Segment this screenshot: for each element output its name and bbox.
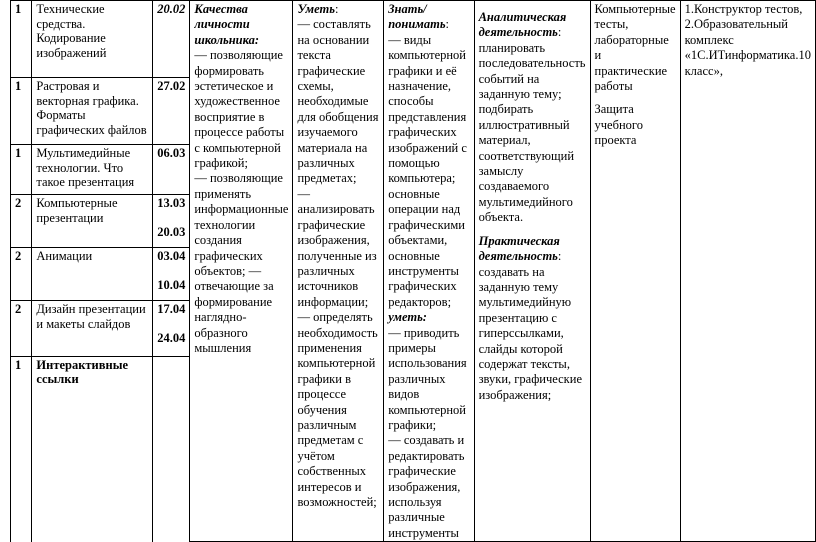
curriculum-table bbox=[10, 0, 816, 542]
resources-cell bbox=[680, 1, 815, 542]
topic-cell: Анимации bbox=[32, 248, 153, 301]
know-understand-text: — виды компьютерной графики и её назначение, способы представления графических изображений с помощью компьютера; основные операции над графическими объектами, основные инструменты графических редакторов; bbox=[388, 32, 467, 309]
date-cell bbox=[153, 356, 190, 542]
hours-cell: 2 bbox=[11, 301, 32, 356]
topic-cell: Дизайн презентации и макеты слайдов bbox=[32, 301, 153, 356]
date-value: 10.04 bbox=[157, 278, 186, 293]
date-cell bbox=[153, 301, 190, 356]
know-understand-heading: Знать/понимать bbox=[388, 2, 446, 32]
personal-qualities-cell bbox=[190, 1, 293, 542]
topic-cell: Мультимедийные технологии. Что такое презентация bbox=[32, 144, 153, 195]
be-able-sub-item-1: — приводить примеры использования различных видов компьютерной графики; bbox=[388, 325, 467, 432]
be-able-sub-item-2: — создавать и редактировать графические изображения, используя различные инструменты bbox=[388, 433, 465, 540]
know-understand-colon: : bbox=[445, 17, 450, 32]
date-cell bbox=[153, 1, 190, 78]
date-value: 06.03 bbox=[157, 145, 186, 160]
be-able-item-2: — анализировать графические изображения, полученные из различных источников информации; bbox=[297, 186, 377, 309]
hours-cell: 1 bbox=[11, 356, 32, 542]
topic-cell: Интерактивные ссылки bbox=[32, 356, 153, 542]
date-value: 20.02 bbox=[157, 2, 186, 16]
date-value: 27.02 bbox=[157, 79, 186, 94]
date-value: 03.04 bbox=[157, 249, 186, 264]
be-able-subheading: уметь: bbox=[388, 310, 427, 325]
date-value: 17.04 bbox=[157, 302, 186, 317]
hours-cell: 1 bbox=[11, 78, 32, 145]
hours-cell: 2 bbox=[11, 248, 32, 301]
resources-item-2: 2.Образовательный комплекс «1С.ИТинформатика.10 класс», bbox=[684, 17, 811, 78]
hours-cell: 1 bbox=[11, 144, 32, 195]
date-cell bbox=[153, 144, 190, 195]
activities-cell bbox=[474, 1, 590, 542]
analytical-text: : планировать последовательность событий на заданную тему; подбирать иллюстративный материал, соответствующий замыслу создаваемого мультимедийного объекта. bbox=[478, 25, 586, 225]
control-forms-text-2: Защита учебного проекта bbox=[594, 102, 643, 148]
hours-cell: 2 bbox=[11, 195, 32, 248]
personal-qualities-text-1: — позволяющие формировать эстетическое и художественное восприятие в процессе работы с компьютерной графикой; bbox=[194, 48, 285, 171]
date-value: 24.04 bbox=[157, 331, 186, 346]
be-able-colon: : bbox=[334, 2, 339, 16]
topic-cell: Растровая и векторная графика. Форматы графических файлов bbox=[32, 78, 153, 145]
control-forms-cell bbox=[590, 1, 680, 542]
date-cell bbox=[153, 248, 190, 301]
date-value: 20.03 bbox=[157, 225, 186, 240]
table-row bbox=[11, 1, 816, 78]
topic-cell: Компьютерные презентации bbox=[32, 195, 153, 248]
date-cell bbox=[153, 195, 190, 248]
control-forms-text-1: Компьютерные тесты, лабораторные и практические работы bbox=[594, 2, 676, 94]
be-able-item-3: — определять необходимость применения компьютерной графики в процессе обучения различным предметам с учётом собственных интересов и возможностей; bbox=[297, 310, 378, 509]
hours-cell: 1 bbox=[11, 1, 32, 78]
date-value: 13.03 bbox=[157, 196, 186, 211]
personal-qualities-heading: Качества личности школьника: bbox=[194, 2, 260, 47]
know-understand-cell bbox=[384, 1, 474, 542]
practical-heading: Практическая деятельность bbox=[478, 233, 560, 264]
analytical-heading: Аналитическая деятельность bbox=[478, 10, 567, 40]
personal-qualities-text-2: — позволяющие применять информационные технологии создания графических объектов; — отвечающие за формирование нагляднообразного мышления bbox=[194, 171, 289, 355]
practical-text: : создавать на заданную тему мультимедийную презентацию с гиперссылками, слайды которой содержат тексты, звуки, графические изображения; bbox=[478, 249, 582, 402]
date-cell bbox=[153, 78, 190, 145]
be-able-cell bbox=[293, 1, 384, 542]
resources-item-1: 1.Конструктор тестов, bbox=[684, 2, 803, 16]
be-able-heading: Уметь bbox=[297, 2, 335, 16]
topic-cell: Технические средства. Кодирование изображений bbox=[32, 1, 153, 78]
be-able-item-1: — составлять на основании текста графические схемы, необходимые для обобщения изучаемого материала на различных предметах; bbox=[297, 17, 379, 186]
